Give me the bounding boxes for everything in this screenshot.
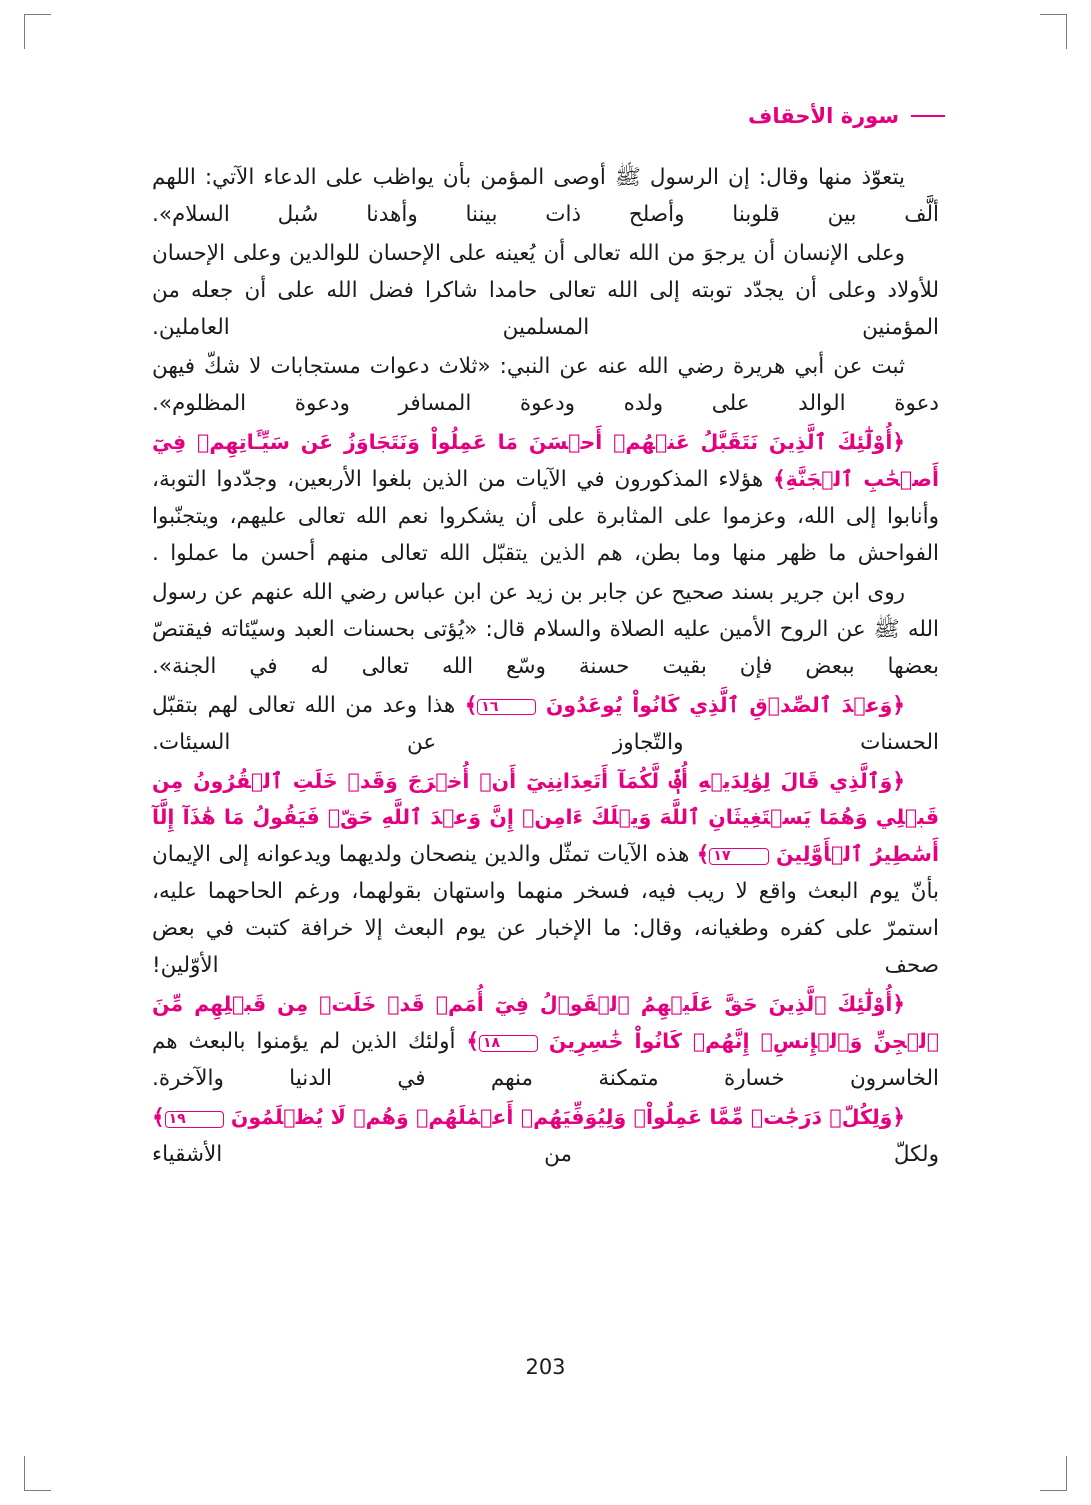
aya-number-18: ١٨ [479, 1035, 538, 1052]
quran-bracket-close-8: ﴾ [466, 1029, 479, 1055]
page-number: 203 [525, 1355, 566, 1379]
quran-bracket-close-9: ﴾ [152, 1105, 165, 1131]
quran-verse-8: أُوْلَٰٓئِكَ ٱلَّذِينَ حَقَّ عَلَيۡهِمُ ٱلۡقَوۡلُ فِيٓ أُمَمٖ قَدۡ خَلَتۡ مِن قَبۡلِهِم مِّنَ ٱلۡجِنِّ وَٱلۡإِنسِۖ إِنَّهُمۡ كَانُواْ خَٰسِرِينَ [152, 992, 939, 1054]
header-rule [911, 115, 945, 117]
surah-title: سورة الأحقاف [748, 104, 899, 128]
aya-number-16: ١٦ [477, 699, 536, 716]
aya-number-17: ١٧ [709, 848, 768, 865]
paragraph-6-text: هذا وعد من الله تعالى لهم بتقبّل الحسنات والتّجاوز عن السيئات. [152, 692, 939, 755]
paragraph-9-text: ولكلّ من الأشقياء [152, 1142, 939, 1168]
quran-bracket-open-6: ﴿ [892, 692, 905, 718]
quran-bracket-open-7: ﴿ [892, 768, 905, 794]
paragraph-7-text: هذه الآيات تمثّل والدين ينصحان ولديهما ويدعوانه إلى الإيمان بأنّ يوم البعث واقع لا ريب فيه، فسخر منهما واستهان بقولهما، ورغم الحاحهما عليه، استمرّ على كفره وطغيانه، وقال: ما الإخبار عن يوم البعث إلا خرافة كتبت في بعض صحف الأوّلين! [152, 842, 939, 979]
quran-verse-6: وَعۡدَ ٱلصِّدۡقِ ٱلَّذِي كَانُواْ يُوعَدُونَ [545, 692, 893, 717]
paragraph-2 [152, 236, 939, 347]
paragraph-8-text: أولئك الذين لم يؤمنوا بالبعث هم الخاسرون خسارة متمكنة منهم في الدنيا والآخرة. [152, 1029, 939, 1092]
paragraph-3 [152, 349, 939, 423]
aya-number-19: ١٩ [165, 1111, 224, 1128]
paragraph-1 [152, 160, 939, 234]
paragraph-5-text: روى ابن جرير بسند صحيح عن جابر بن زيد عن ابن عباس رضي الله عنهم عن رسول الله ﷺ عن الروح الأمين عليه الصلاة والسلام قال: «يُؤتى بحسنات العبد وسيّئاته فيقتصّ بعضها ببعض فإن بقيت حسنة وسّع الله تعالى له في الجنة». [152, 579, 939, 679]
page-header [748, 104, 945, 128]
quran-verse-4: أُوْلَٰٓئِكَ ٱلَّذِينَ نَتَقَبَّلُ عَنۡهُمۡ أَحۡسَنَ مَا عَمِلُواْ وَنَتَجَاوَزُ عَن سَيِّـَٔاتِهِمۡ فِيٓ أَصۡحَٰبِ ٱلۡجَنَّةِ [152, 429, 939, 491]
quran-bracket-open-4: ﴿ [892, 429, 905, 455]
paragraph-4-text: هؤلاء المذكورون في الآيات من الذين بلغوا الأربعين، وجدّدوا التوبة، وأنابوا إلى الله، وعزموا على المثابرة على أن يشكروا نعم الله تعالى عليهم، ويتجنّبوا الفواحش ما ظهر منها وما بطن، هم الذين يتقبّل الله تعالى منهم أحسن ما عملوا . [152, 466, 939, 566]
quran-bracket-close-6: ﴾ [464, 692, 478, 718]
crop-mark-bottom-right [1040, 1456, 1067, 1491]
paragraph-5 [152, 575, 939, 686]
page-body [152, 160, 939, 1176]
quran-bracket-open-9: ﴿ [892, 1105, 905, 1131]
paragraph-7 [152, 764, 939, 986]
quran-verse-9: وَلِكُلّٖ دَرَجَٰتٞ مِّمَّا عَمِلُواْۖ وَلِيُوَفِّيَهُمۡ أَعۡمَٰلَهُمۡ وَهُمۡ لَا يُظۡلَمُونَ [230, 1105, 893, 1130]
paragraph-3-text: ثبت عن أبي هريرة رضي الله عنه عن النبي: «ثلاث دعوات مستجابات لا شكّ فيهن دعوة الوالد على ولده ودعوة المسافر ودعوة المظلوم». [152, 353, 939, 416]
paragraph-4 [152, 425, 939, 573]
paragraph-1-text: يتعوّذ منها وقال: إن الرسول ﷺ أوصى المؤمن بأن يواظب على الدعاء الآتي: اللهم ألَّف بين قلوبنا وأصلح ذات بيننا وأهدنا سُبل السلام». [152, 165, 939, 227]
paragraph-8 [152, 987, 939, 1098]
crop-mark-top-left [24, 14, 51, 49]
paragraph-6 [152, 688, 939, 762]
quran-verse-7: وَٱلَّذِي قَالَ لِوَٰلِدَيۡهِ أُفّٖ لَّكُمَآ أَتَعِدَانِنِيٓ أَنۡ أُخۡرَجَ وَقَدۡ خَلَتِ ٱلۡقُرُونُ مِن قَبۡلِي وَهُمَا يَسۡتَغِيثَانِ ٱللَّهَ وَيۡلَكَ ءَامِنۡ إِنَّ وَعۡدَ ٱللَّهِ حَقّٞ فَيَقُولُ مَا هَٰذَآ إِلَّآ أَسَٰطِيرُ ٱلۡأَوَّلِينَ [152, 768, 939, 867]
quran-bracket-close-4: ﴾ [773, 466, 786, 492]
paragraph-2-text: وعلى الإنسان أن يرجوَ من الله تعالى أن يُعينه على الإحسان للوالدين وعلى الإحسان للأولاد وعلى أن يجدّد توبته إلى الله تعالى حامدا شاكرا فضل الله على أن جعله من المؤمنين المسلمين العاملين. [152, 240, 939, 340]
paragraph-9 [152, 1100, 939, 1174]
crop-mark-top-right [1040, 14, 1067, 49]
crop-mark-bottom-left [24, 1456, 51, 1491]
quran-bracket-open-8: ﴿ [892, 992, 905, 1018]
quran-bracket-close-7: ﴾ [696, 842, 710, 868]
